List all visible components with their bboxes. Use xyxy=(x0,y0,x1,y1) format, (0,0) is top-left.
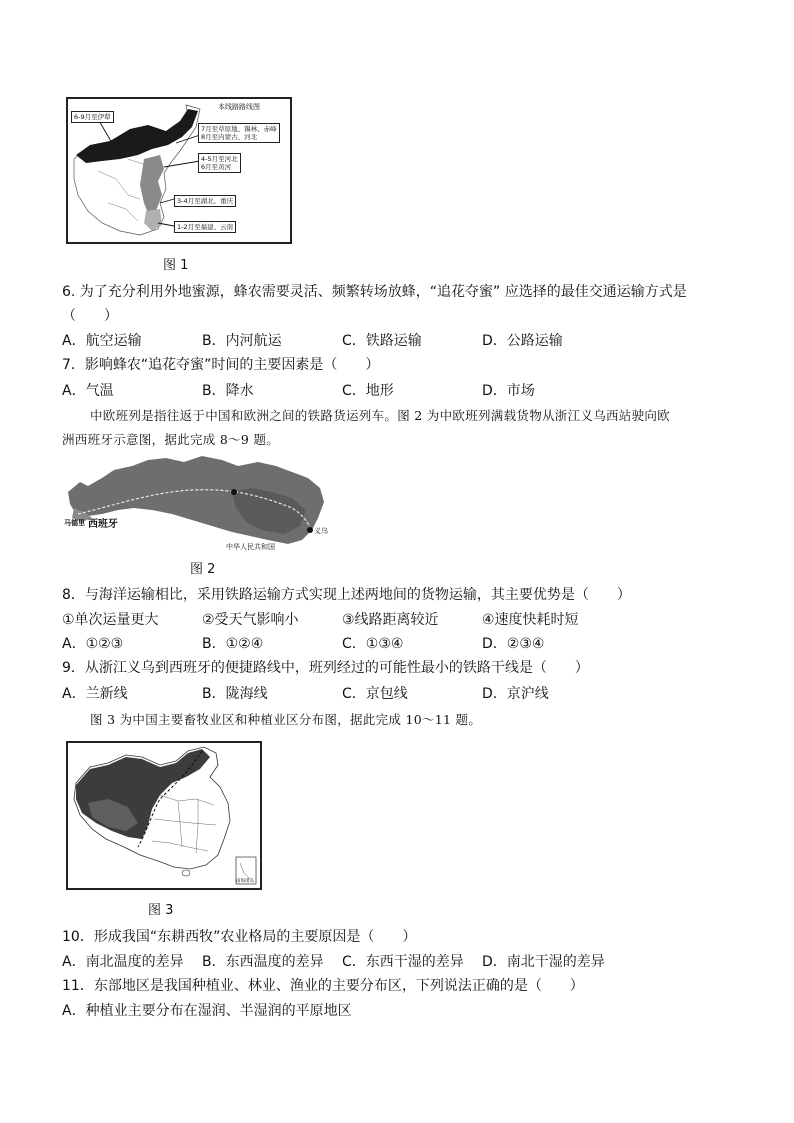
figure-1-title: 本线路路线图 xyxy=(218,103,260,111)
figure-1-label-3: 4-5月至河北 6月至黄河 xyxy=(198,153,241,173)
figure-1-label-5: 1-2月至福建、云南 xyxy=(174,221,236,233)
question-6-option-d[interactable]: D．公路运输 xyxy=(482,333,563,349)
question-6-stem: 6. 为了充分利用外地蜜源，蜂农需要灵活、频繁转场放蜂，“追花夺蜜” 应选择的最佳交通运输方式是 xyxy=(62,284,687,300)
china-agriculture-map xyxy=(68,743,260,888)
question-8-option-a[interactable]: A．①②③ xyxy=(62,636,124,652)
question-10-option-a[interactable]: A．南北温度的差异 xyxy=(62,954,184,970)
question-6-bracket: （ ） xyxy=(62,308,118,324)
intro-8-9-line-2: 洲西班牙示意图，据此完成 8～9 题。 xyxy=(62,432,280,447)
figure-3-caption: 图 3 xyxy=(148,903,174,918)
label-madrid: 马德里 xyxy=(64,519,85,527)
intro-8-9-line-1: 中欧班列是指往返于中国和欧洲之间的铁路货运列车。图 2 为中欧班列满载货物从浙江义乌西站驶向欧 xyxy=(90,408,671,423)
figure-1-label-2: 7月至草原地、锡林、赤峰 8月至内蒙古、河北 xyxy=(198,123,280,143)
question-9-stem: 9．从浙江义乌到西班牙的便捷路线中，班列经过的可能性最小的铁路干线是（ ） xyxy=(62,660,589,676)
figure-1-label-4: 3-4月至湖北、重庆 xyxy=(174,195,236,207)
question-9-option-b[interactable]: B．陇海线 xyxy=(202,686,268,702)
label-spain: 西班牙 xyxy=(88,519,118,530)
figure-3-map xyxy=(66,741,262,890)
question-11-option-a[interactable]: A．种植业主要分布在湿润、半湿润的平原地区 xyxy=(62,1003,352,1019)
intro-10-11: 图 3 为中国主要畜牧业区和种植业区分布图，据此完成 10～11 题。 xyxy=(90,712,482,727)
question-8-statement-2: ②受天气影响小 xyxy=(202,612,299,628)
question-7-stem: 7．影响蜂农“追花夺蜜”时间的主要因素是（ ） xyxy=(62,357,380,373)
question-9-option-a[interactable]: A．兰新线 xyxy=(62,686,128,702)
question-8-statement-1: ①单次运量更大 xyxy=(62,612,159,628)
label-china: 中华人民共和国 xyxy=(226,543,275,551)
question-10-option-c[interactable]: C．东西干湿的差异 xyxy=(342,954,464,970)
question-10-stem: 10．形成我国“东耕西牧”农业格局的主要原因是（ ） xyxy=(62,929,417,945)
question-9-option-c[interactable]: C．京包线 xyxy=(342,686,408,702)
question-8-option-b[interactable]: B．①②④ xyxy=(202,636,264,652)
question-8-option-d[interactable]: D．②③④ xyxy=(482,636,545,652)
question-11-stem: 11．东部地区是我国种植业、林业、渔业的主要分布区，下列说法正确的是（ ） xyxy=(62,978,584,994)
question-7-option-b[interactable]: B．降水 xyxy=(202,383,254,399)
label-south-sea-islands: 南海诸岛 xyxy=(236,879,254,884)
figure-1-caption: 图 1 xyxy=(163,258,189,273)
question-6-option-c[interactable]: C．铁路运输 xyxy=(342,333,422,349)
eurasia-route-map xyxy=(62,452,330,554)
question-10-option-b[interactable]: B．东西温度的差异 xyxy=(202,954,324,970)
question-8-statement-3: ③线路距离较近 xyxy=(342,612,439,628)
figure-1-map xyxy=(66,97,292,244)
figure-2-map xyxy=(62,452,330,554)
question-8-statement-4: ④速度快耗时短 xyxy=(482,612,579,628)
question-8-stem: 8．与海洋运输相比，采用铁路运输方式实现上述两地间的货物运输，其主要优势是（ ） xyxy=(62,587,631,603)
question-7-option-a[interactable]: A．气温 xyxy=(62,383,114,399)
figure-2-caption: 图 2 xyxy=(190,562,216,577)
label-400mm-line: 年降水量400毫米线 xyxy=(72,849,121,855)
question-10-option-d[interactable]: D．南北干湿的差异 xyxy=(482,954,605,970)
label-yiwu: 义乌 xyxy=(314,527,328,535)
question-6-option-b[interactable]: B．内河航运 xyxy=(202,333,282,349)
question-9-option-d[interactable]: D．京沪线 xyxy=(482,686,549,702)
question-8-option-c[interactable]: C．①③④ xyxy=(342,636,404,652)
question-7-option-c[interactable]: C．地形 xyxy=(342,383,394,399)
question-6-option-a[interactable]: A．航空运输 xyxy=(62,333,142,349)
figure-1-label-1: 6-9月至伊犁 xyxy=(71,111,114,123)
question-7-option-d[interactable]: D．市场 xyxy=(482,383,535,399)
